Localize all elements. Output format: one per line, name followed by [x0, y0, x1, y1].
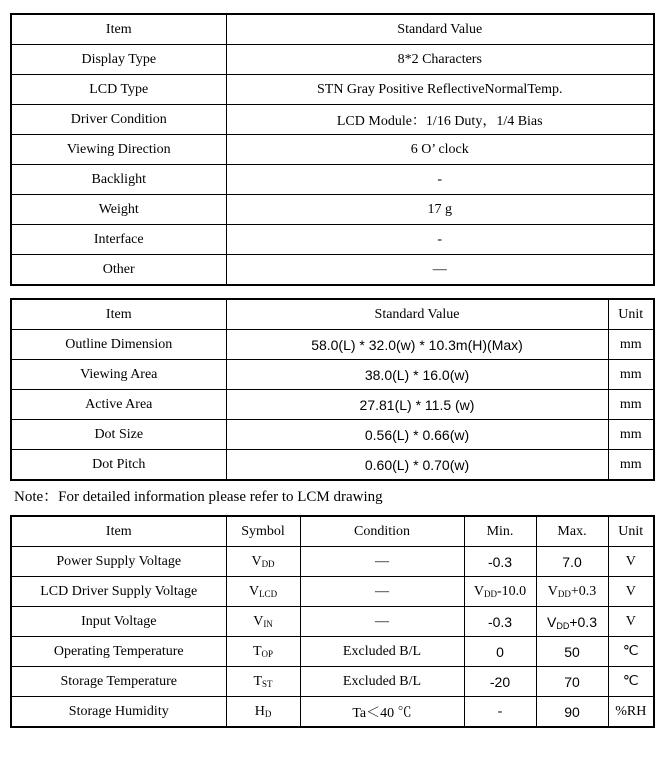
- table-cell: [11, 547, 226, 577]
- symbol-subscript: DD: [557, 588, 571, 599]
- table-cell: [464, 547, 536, 577]
- text-segment: Outline Dimension: [65, 336, 173, 352]
- table-row: [11, 255, 654, 286]
- table-cell: [11, 667, 226, 697]
- table-cell: [226, 637, 300, 667]
- text-segment: Ta＜40 ℃: [352, 705, 412, 721]
- text-segment: Active Area: [85, 396, 153, 412]
- text-segment: Storage Humidity: [68, 703, 169, 719]
- text-segment: Condition: [353, 523, 410, 539]
- table-cell: [608, 667, 654, 697]
- symbol-subscript: DD: [261, 558, 275, 569]
- column-header: [11, 14, 226, 45]
- text-segment: mm: [619, 426, 642, 442]
- text-segment: Viewing Area: [80, 366, 158, 382]
- text-segment: +0.3: [569, 613, 597, 630]
- text-segment: —: [432, 261, 447, 277]
- table-cell: [226, 420, 608, 450]
- text-segment: V: [248, 583, 260, 599]
- table-cell: [11, 225, 226, 255]
- table-cell: [300, 667, 464, 697]
- table-cell: [11, 195, 226, 225]
- text-segment: V: [251, 553, 262, 569]
- text-segment: Excluded B/L: [342, 643, 422, 659]
- symbol-subscript: IN: [263, 618, 273, 629]
- text-segment: Item: [105, 306, 132, 322]
- table-cell: [608, 607, 654, 637]
- text-segment: mm: [619, 456, 642, 472]
- table-cell: [536, 667, 608, 697]
- table-header-row: [11, 14, 654, 45]
- text-segment: STN Gray Positive ReflectiveNormalTemp.: [316, 81, 563, 97]
- table-row: [11, 697, 654, 728]
- text-segment: -10.0: [496, 583, 527, 599]
- table-cell: [226, 75, 654, 105]
- text-segment: 70: [564, 673, 580, 690]
- table-row: [11, 195, 654, 225]
- text-segment: 0: [496, 643, 504, 660]
- text-segment: V: [547, 583, 558, 599]
- column-header: [226, 516, 300, 547]
- text-segment: ℃: [622, 674, 639, 689]
- text-segment: V: [625, 553, 636, 569]
- text-segment: Display Type: [81, 51, 157, 67]
- table-cell: [226, 667, 300, 697]
- table-cell: [608, 697, 654, 728]
- text-segment: Item: [105, 523, 132, 539]
- text-segment: Operating Temperature: [53, 643, 184, 659]
- table-cell: [608, 637, 654, 667]
- table-row: [11, 330, 654, 360]
- text-segment: Other: [102, 261, 135, 277]
- text-segment: -0.3: [487, 553, 513, 570]
- text-segment: V: [625, 613, 636, 629]
- table-row: [11, 547, 654, 577]
- table-cell: [11, 360, 226, 390]
- table-cell: [11, 637, 226, 667]
- text-segment: 0.56(L) * 0.66(w): [364, 426, 470, 443]
- column-header: [536, 516, 608, 547]
- table-row: [11, 225, 654, 255]
- table-cell: [226, 607, 300, 637]
- table-cell: [608, 420, 654, 450]
- table-cell: [11, 420, 226, 450]
- table-row: [11, 105, 654, 135]
- text-segment: T: [252, 643, 262, 659]
- table-cell: [464, 577, 536, 607]
- table-row: [11, 75, 654, 105]
- text-segment: Power Supply Voltage: [56, 553, 182, 569]
- text-segment: Dot Pitch: [92, 456, 146, 472]
- text-segment: Item: [105, 21, 132, 37]
- table-cell: [226, 547, 300, 577]
- column-header: [464, 516, 536, 547]
- table-cell: [536, 607, 608, 637]
- table-cell: [608, 577, 654, 607]
- table-cell: [226, 105, 654, 135]
- text-segment: -: [437, 171, 443, 187]
- table-row: [11, 637, 654, 667]
- text-segment: —: [375, 613, 389, 629]
- table-row: [11, 577, 654, 607]
- text-segment: Dot Size: [94, 426, 144, 442]
- table-row: [11, 45, 654, 75]
- table-cell: [226, 450, 608, 481]
- text-segment: +0.3: [570, 583, 597, 599]
- text-segment: mm: [619, 396, 642, 412]
- symbol-subscript: OP: [261, 648, 274, 659]
- column-header: [226, 14, 654, 45]
- table-cell: [226, 360, 608, 390]
- text-segment: Standard Value: [397, 21, 483, 37]
- table-cell: [300, 547, 464, 577]
- text-segment: LCD Type: [89, 81, 149, 97]
- table-cell: [536, 697, 608, 728]
- text-segment: 0.60(L) * 0.70(w): [364, 456, 470, 473]
- text-segment: —: [375, 553, 389, 569]
- text-segment: mm: [619, 366, 642, 382]
- text-segment: 90: [564, 703, 580, 720]
- table-cell: [536, 577, 608, 607]
- text-segment: Min.: [486, 523, 514, 539]
- table-cell: [11, 255, 226, 286]
- column-header: [608, 299, 654, 330]
- table-cell: [300, 637, 464, 667]
- table-header-row: [11, 299, 654, 330]
- text-segment: 6 O’ clock: [410, 141, 469, 157]
- text-segment: Storage Temperature: [60, 673, 178, 689]
- table-row: [11, 420, 654, 450]
- table-cell: [226, 195, 654, 225]
- text-segment: Driver Condition: [70, 111, 167, 127]
- table-cell: [608, 547, 654, 577]
- table-cell: [11, 75, 226, 105]
- text-segment: LCD Module：1/16 Duty，1/4 Bias: [336, 113, 543, 129]
- table-cell: [226, 165, 654, 195]
- symbol-subscript: ST: [262, 678, 273, 689]
- table-cell: [464, 637, 536, 667]
- table-cell: [226, 135, 654, 165]
- table-cell: [464, 667, 536, 697]
- table-cell: [464, 697, 536, 728]
- table-cell: [608, 390, 654, 420]
- symbol-subscript: DD: [483, 588, 497, 599]
- column-header: [11, 299, 226, 330]
- table-row: [11, 360, 654, 390]
- text-segment: mm: [619, 336, 642, 352]
- text-segment: 58.0(L) * 32.0(w) * 10.3m(H)(Max): [311, 336, 523, 353]
- text-segment: Input Voltage: [81, 613, 157, 629]
- text-segment: -: [437, 231, 443, 247]
- column-header: [608, 516, 654, 547]
- table-cell: [11, 577, 226, 607]
- text-segment: V: [253, 613, 264, 629]
- text-segment: -0.3: [487, 613, 513, 630]
- table-cell: [608, 450, 654, 481]
- column-header: [226, 299, 608, 330]
- text-segment: %RH: [615, 703, 647, 719]
- table-cell: [11, 135, 226, 165]
- table-row: [11, 607, 654, 637]
- table-cell: [226, 225, 654, 255]
- table-row: [11, 390, 654, 420]
- text-segment: 38.0(L) * 16.0(w): [364, 366, 470, 383]
- text-segment: LCD Driver Supply Voltage: [40, 583, 198, 599]
- text-segment: Max.: [557, 523, 587, 539]
- table-cell: [226, 577, 300, 607]
- text-segment: -20: [489, 673, 511, 690]
- table-cell: [608, 330, 654, 360]
- text-segment: T: [253, 673, 263, 689]
- table-cell: [300, 607, 464, 637]
- column-header: [11, 516, 226, 547]
- table-cell: [226, 697, 300, 728]
- symbol-subscript: DD: [556, 620, 570, 631]
- table-cell: [226, 390, 608, 420]
- table-cell: [464, 607, 536, 637]
- table-cell: [226, 255, 654, 286]
- table-cell: [536, 637, 608, 667]
- text-segment: 8*2 Characters: [397, 51, 482, 67]
- text-segment: Weight: [98, 201, 139, 217]
- table-cell: [226, 45, 654, 75]
- text-segment: Interface: [93, 231, 144, 247]
- maximum-ratings-table: [10, 515, 655, 728]
- text-segment: -: [497, 703, 503, 719]
- table-cell: [11, 165, 226, 195]
- text-segment: V: [547, 613, 557, 630]
- table-cell: [608, 360, 654, 390]
- text-segment: Excluded B/L: [342, 673, 422, 689]
- text-segment: 27.81(L) * 11.5 (w): [359, 396, 475, 413]
- document-body: [10, 13, 653, 728]
- table-cell: [300, 697, 464, 728]
- text-segment: Standard Value: [374, 306, 460, 322]
- table-row: [11, 165, 654, 195]
- table-cell: [11, 697, 226, 728]
- text-segment: 7.0: [562, 553, 582, 570]
- mechanical-spec-table: [10, 298, 655, 481]
- text-segment: Unit: [618, 306, 644, 322]
- table-cell: [11, 105, 226, 135]
- text-segment: H: [254, 703, 265, 719]
- text-segment: V: [473, 583, 484, 599]
- table-cell: [11, 45, 226, 75]
- table-cell: [11, 450, 226, 481]
- table-cell: [11, 330, 226, 360]
- text-segment: —: [375, 583, 389, 599]
- symbol-subscript: LCD: [259, 588, 278, 599]
- table-row: [11, 135, 654, 165]
- column-header: [300, 516, 464, 547]
- general-spec-table: [10, 13, 655, 286]
- table-cell: [226, 330, 608, 360]
- table-row: [11, 667, 654, 697]
- text-segment: Backlight: [91, 171, 146, 187]
- text-segment: Symbol: [241, 523, 285, 539]
- table-row: [11, 450, 654, 481]
- symbol-subscript: D: [264, 708, 272, 719]
- text-segment: Viewing Direction: [66, 141, 171, 157]
- table-cell: [11, 607, 226, 637]
- text-segment: ℃: [622, 644, 639, 659]
- table-cell: [11, 390, 226, 420]
- text-segment: V: [625, 583, 636, 599]
- table-cell: [300, 577, 464, 607]
- table-cell: [536, 547, 608, 577]
- text-segment: Unit: [618, 523, 644, 539]
- text-segment: 50: [564, 643, 580, 660]
- note-text: Note：For detailed information please refer to LCM drawing: [14, 489, 383, 505]
- table-header-row: [11, 516, 654, 547]
- text-segment: 17 g: [427, 201, 452, 217]
